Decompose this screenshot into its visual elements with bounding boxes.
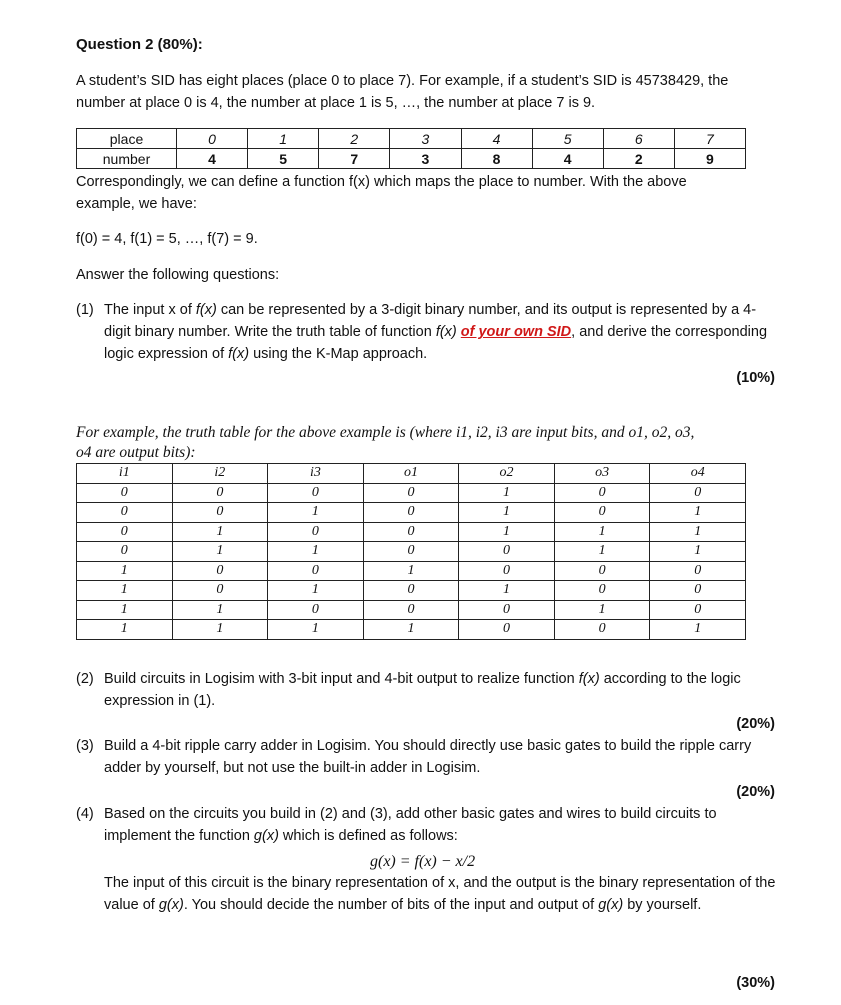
q1-percentage: (10%)	[736, 370, 775, 386]
q3-text: Build a 4-bit ripple carry adder in Logisim. You should directly use basic gates to build the ripple carry adder by yourself, but not use the built-in adder in Logisim.	[104, 738, 752, 776]
table-cell: 1	[363, 561, 459, 581]
example-line-1: For example, the truth table for the above example is (where i1, i2, i3 are input bits, and o1, o2, o3,	[76, 424, 695, 441]
number-cell: 4	[532, 149, 603, 169]
table-cell: 1	[172, 600, 268, 620]
q3-number: (3)	[76, 738, 94, 754]
header-cell: i2	[172, 464, 268, 484]
table-cell: 0	[268, 600, 364, 620]
table-cell: 0	[554, 581, 650, 601]
q1-text-part: , and derive the corresponding logic expression of	[104, 324, 768, 362]
table-cell: 0	[268, 483, 364, 503]
row-label-place: place	[77, 129, 177, 149]
table-cell: 1	[363, 620, 459, 640]
place-cell: 5	[532, 129, 603, 149]
correspondingly-line-2: example, we have:	[76, 196, 197, 212]
table-row	[77, 581, 746, 601]
q2-percentage: (20%)	[736, 716, 775, 732]
table-cell: 1	[268, 620, 364, 640]
table-cell: 0	[77, 483, 173, 503]
q1-fx: f(x)	[228, 346, 250, 362]
table-row	[77, 522, 746, 542]
q2-number: (2)	[76, 671, 94, 687]
table-cell: 0	[459, 542, 555, 562]
number-cell: 2	[603, 149, 674, 169]
table-cell: 0	[172, 503, 268, 523]
q4-text-part: by yourself.	[623, 897, 702, 913]
q4-text-continued	[104, 872, 776, 916]
q2-text-part: according to the logic expression in (1).	[104, 671, 741, 709]
table-cell: 0	[363, 503, 459, 523]
q1-fx: f(x)	[195, 302, 217, 318]
table-cell: 0	[363, 542, 459, 562]
table-cell: 1	[172, 542, 268, 562]
q1-text	[104, 299, 776, 365]
table-cell: 0	[554, 483, 650, 503]
table-cell: 0	[363, 483, 459, 503]
table-cell: 1	[172, 620, 268, 640]
number-cell: 9	[674, 149, 745, 169]
table-cell: 1	[554, 522, 650, 542]
table-cell: 0	[650, 483, 746, 503]
table-cell: 0	[650, 600, 746, 620]
q1-number: (1)	[76, 302, 94, 318]
table-cell: 0	[363, 581, 459, 601]
q4-text-part: Based on the circuits you build in (2) and (3), add other basic gates and wires to build circuits to implement the function	[104, 806, 717, 844]
number-row	[77, 149, 746, 169]
answer-instruction: Answer the following questions:	[76, 267, 280, 283]
table-row	[77, 600, 746, 620]
table-cell: 0	[268, 522, 364, 542]
table-cell: 0	[268, 561, 364, 581]
q1-text-part: using the K-Map approach.	[249, 346, 428, 362]
table-cell: 0	[459, 600, 555, 620]
table-cell: 0	[650, 581, 746, 601]
table-cell: 0	[363, 522, 459, 542]
q1-fx: f(x)	[435, 324, 457, 340]
table-cell: 1	[77, 561, 173, 581]
q4-text-part: which is defined as follows:	[278, 828, 458, 844]
place-cell: 4	[461, 129, 532, 149]
table-cell: 0	[650, 561, 746, 581]
truth-table	[76, 463, 746, 640]
q2-text	[104, 668, 776, 712]
table-cell: 1	[459, 503, 555, 523]
table-cell: 1	[268, 581, 364, 601]
table-cell: 1	[459, 522, 555, 542]
table-cell: 1	[554, 600, 650, 620]
header-cell: o4	[650, 464, 746, 484]
number-cell: 5	[248, 149, 319, 169]
table-cell: 1	[650, 503, 746, 523]
place-cell: 6	[603, 129, 674, 149]
q2-fx: f(x)	[578, 671, 600, 687]
q2-text-part: Build circuits in Logisim with 3-bit input and 4-bit output to realize function	[104, 671, 579, 687]
header-cell: i1	[77, 464, 173, 484]
q1-text-part: The input x of	[104, 302, 196, 318]
table-row	[77, 503, 746, 523]
table-cell: 0	[363, 600, 459, 620]
q4-text-part: The input of this circuit is the binary representation of x, and the output is the binary representation of the value of	[104, 875, 776, 913]
place-cell: 0	[177, 129, 248, 149]
table-cell: 1	[77, 600, 173, 620]
header-cell: i3	[268, 464, 364, 484]
table-cell: 0	[459, 620, 555, 640]
place-cell: 7	[674, 129, 745, 149]
table-row	[77, 542, 746, 562]
number-cell: 4	[177, 149, 248, 169]
question-4	[76, 803, 776, 847]
q4-text-part: . You should decide the number of bits of the input and output of	[183, 897, 599, 913]
question-2	[76, 668, 776, 712]
table-cell: 1	[172, 522, 268, 542]
q4-number: (4)	[76, 806, 94, 822]
table-row	[77, 620, 746, 640]
table-cell: 0	[554, 503, 650, 523]
q4-gx: g(x)	[158, 897, 184, 913]
q4-text	[104, 803, 776, 847]
header-cell: o3	[554, 464, 650, 484]
header-cell: o2	[459, 464, 555, 484]
table-cell: 0	[77, 542, 173, 562]
table-row	[77, 483, 746, 503]
number-cell: 3	[390, 149, 461, 169]
place-cell: 1	[248, 129, 319, 149]
function-values-line: f(0) = 4, f(1) = 5, …, f(7) = 9.	[76, 231, 258, 247]
question-1	[76, 299, 776, 365]
q3-percentage: (20%)	[736, 784, 775, 800]
table-cell: 0	[77, 503, 173, 523]
place-cell: 2	[319, 129, 390, 149]
question-3	[76, 735, 776, 779]
place-cell: 3	[390, 129, 461, 149]
q4-gx: g(x)	[598, 897, 624, 913]
q4-percentage: (30%)	[736, 975, 775, 991]
table-cell: 1	[554, 542, 650, 562]
example-line-2: o4 are output bits):	[76, 444, 196, 461]
intro-line-2: number at place 0 is 4, the number at place 1 is 5, …, the number at place 7 is 9.	[76, 95, 596, 111]
table-cell: 0	[172, 483, 268, 503]
number-cell: 7	[319, 149, 390, 169]
table-cell: 1	[268, 503, 364, 523]
table-cell: 0	[172, 561, 268, 581]
gx-formula: g(x) = f(x) − x/2	[370, 853, 476, 870]
table-row	[77, 561, 746, 581]
table-cell: 0	[554, 620, 650, 640]
table-cell: 1	[650, 620, 746, 640]
question-4-continued	[76, 872, 776, 916]
intro-line-1: A student’s SID has eight places (place 0 to place 7). For example, if a student’s SID is 45738429, the	[76, 73, 729, 89]
table-cell: 0	[554, 561, 650, 581]
question-title: Question 2 (80%):	[76, 36, 203, 53]
table-cell: 0	[172, 581, 268, 601]
q1-text-part: can be represented by a 3-digit binary number, and its output is represented by a 4-digit binary number. Write the truth table of function	[104, 302, 757, 340]
table-cell: 1	[77, 620, 173, 640]
q4-gx: g(x)	[253, 828, 279, 844]
truth-table-header	[77, 464, 746, 484]
table-cell: 1	[650, 522, 746, 542]
table-cell: 0	[459, 561, 555, 581]
header-cell: o1	[363, 464, 459, 484]
correspondingly-line-1: Correspondingly, we can define a function f(x) which maps the place to number. With the above	[76, 174, 687, 190]
own-sid-emphasis: of your own SID	[460, 324, 572, 340]
number-cell: 8	[461, 149, 532, 169]
sid-place-table	[76, 128, 746, 169]
place-row	[77, 129, 746, 149]
table-cell: 0	[77, 522, 173, 542]
table-cell: 1	[650, 542, 746, 562]
table-cell: 1	[459, 581, 555, 601]
table-cell: 1	[77, 581, 173, 601]
table-cell: 1	[459, 483, 555, 503]
row-label-number: number	[77, 149, 177, 169]
table-cell: 1	[268, 542, 364, 562]
